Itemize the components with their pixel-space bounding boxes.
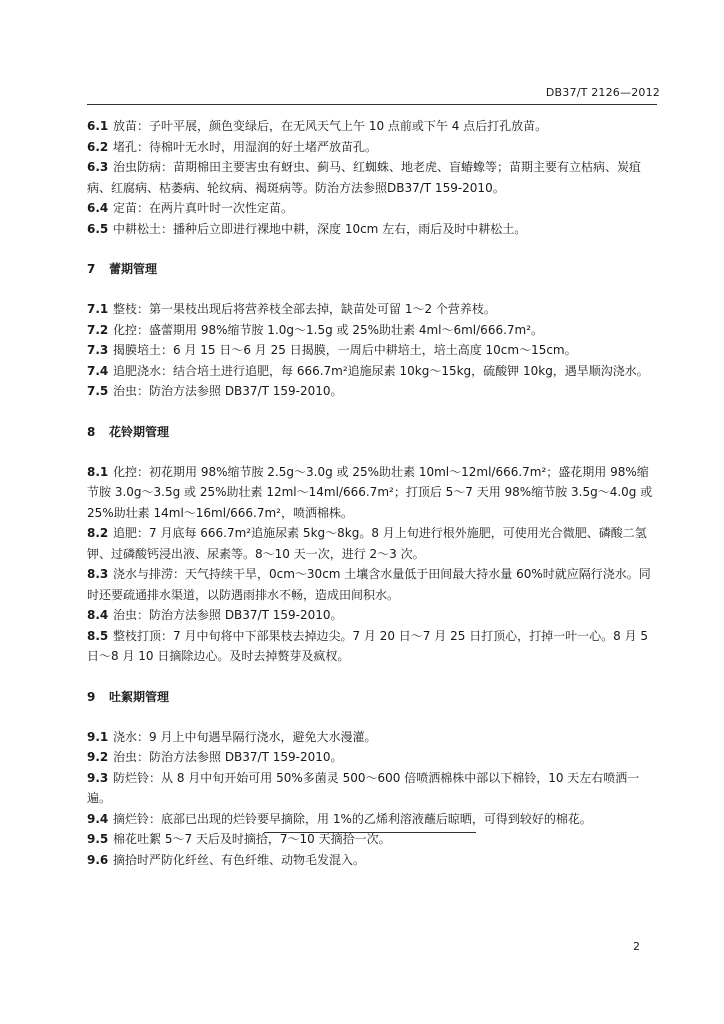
clause-item: [87, 747, 657, 768]
clause-text: 摘烂铃：底部已出现的烂铃要早摘除，用 1%的乙烯利溶液蘸后晾晒，可得到较好的棉花。: [113, 811, 592, 826]
clause-text: 治虫防病：苗期棉田主要害虫有蚜虫、蓟马、红蜘蛛、地老虎、盲蝽蟓等；苗期主要有立枯病、炭疽病、红腐病、枯萎病、轮纹病、褐斑病等。防治方法参照DB37/T 159-2010。: [87, 160, 642, 195]
clause-number: 6.3: [87, 160, 109, 174]
clause-item: [87, 768, 657, 809]
clause-text: 治虫：防治方法参照 DB37/T 159-2010。: [113, 750, 343, 764]
clause-number: 8.3: [87, 567, 109, 581]
clause-text: 追肥浇水：结合培土进行追肥，每 666.7m²追施尿素 10kg～15kg，硫酸钾 10kg，遇旱顺沟浇水。: [113, 363, 649, 378]
clause-text: 放苗：子叶平展，颜色变绿后，在无风天气上午 10 点前或下午 4 点后打孔放苗。: [113, 119, 548, 133]
clause-item: [87, 809, 657, 830]
clause-number: 6.5: [87, 221, 109, 236]
clause-number: 8.1: [87, 464, 109, 479]
clause-item: [87, 850, 657, 871]
page-number: 2: [633, 940, 640, 953]
clause-text: 定苗：在两片真叶时一次性定苗。: [113, 201, 294, 215]
section-title: 花铃期管理: [109, 424, 170, 439]
clause-item: [87, 523, 657, 564]
clause-text: 化控：初花期用 98%缩节胺 2.5g～3.0g 或 25%助壮素 10ml～12ml/666.7m²；盛花期用 98%缩节胺 3.0g～3.5g 或 25%助壮素 12ml～14ml/666.7m²；打顶后 5～7 天用 98%缩节胺 3.5g～4.0g 或 25%助壮素 14ml～16ml/666.7m²，喷洒棉株。: [87, 464, 653, 520]
section-number: 7: [87, 262, 96, 276]
clause-number: 7.5: [87, 384, 109, 398]
clause-item: [87, 626, 657, 667]
clause-item: [87, 564, 657, 605]
clause-text: 化控：盛蕾期用 98%缩节胺 1.0g～1.5g 或 25%助壮素 4ml～6ml/666.7m²。: [113, 322, 544, 337]
clause-number: 8.2: [87, 526, 109, 540]
clause-item: [87, 361, 657, 382]
clause-number: 9.4: [87, 811, 109, 826]
clause-text: 追肥：7 月底每 666.7m²追施尿素 5kg～8kg。8 月上旬进行根外施肥，可使用光合微肥、磷酸二氢钾、过磷酸钙浸出液、尿素等。8～10 天一次，进行 2～3 次。: [87, 526, 647, 561]
section-heading: [87, 687, 657, 707]
clause-item: [87, 340, 657, 361]
clause-text: 堵孔：待棉叶无水时，用湿润的好土堵严放苗孔。: [113, 139, 378, 154]
clause-item: [87, 462, 657, 524]
clause-number: 8.4: [87, 608, 109, 622]
clause-text: 浇水与排涝：天气持续干旱，0cm～30cm 土壤含水量低于田间最大持水量 60%时就应隔行浇水。同时还要疏通排水渠道，以防遇雨排水不畅，造成田间积水。: [87, 567, 651, 602]
clause-text: 防烂铃：从 8 月中旬开始可用 50%多菌灵 500～600 倍喷洒棉株中部以下棉铃，10 天左右喷洒一遍。: [87, 770, 640, 805]
clause-item: [87, 605, 657, 626]
clause-text: 整枝：第一果枝出现后将营养枝全部去掉，缺苗处可留 1～2 个营养枝。: [113, 302, 496, 316]
clause-number: 6.1: [87, 119, 109, 133]
clause-item: [87, 381, 657, 402]
clause-text: 治虫：防治方法参照 DB37/T 159-2010。: [113, 384, 343, 398]
clause-text: 整枝打顶：7 月中旬将中下部果枝去掉边尖。7 月 20 日～7 月 25 日打顶心，打掉一叶一心。8 月 5 日～8 月 10 日摘除边心。及时去掉赘芽及疯杈。: [87, 628, 649, 663]
clause-number: 7.4: [87, 363, 109, 378]
section-heading: [87, 259, 657, 279]
clause-text: 摘拾时严防化纤丝、有色纤维、动物毛发混入。: [113, 852, 366, 867]
section-number: 9: [87, 689, 96, 704]
section-heading: [87, 422, 657, 442]
clause-number: 7.2: [87, 322, 109, 337]
end-of-document-rule: [264, 832, 476, 833]
clause-number: 9.2: [87, 750, 109, 764]
clause-item: [87, 198, 657, 219]
clause-number: 9.6: [87, 852, 109, 867]
clause-item: [87, 219, 657, 240]
document-body: [87, 116, 657, 870]
clause-number: 9.5: [87, 832, 109, 846]
clause-text: 浇水：9 月上中旬遇旱隔行浇水，避免大水漫灌。: [113, 729, 377, 744]
clause-number: 8.5: [87, 628, 109, 643]
header-rule: [87, 104, 657, 105]
clause-item: [87, 320, 657, 341]
clause-item: [87, 727, 657, 748]
clause-item: [87, 137, 657, 158]
clause-number: 7.3: [87, 343, 109, 357]
clause-number: 9.1: [87, 729, 109, 744]
clause-text: 揭膜培土：6 月 15 日～6 月 25 日揭膜，一周后中耕培土，培土高度 10cm～15cm。: [113, 343, 577, 357]
clause-number: 6.4: [87, 201, 109, 215]
section-title: 蕾期管理: [109, 262, 158, 276]
section-title: 吐絮期管理: [109, 689, 170, 704]
clause-text: 棉花吐絮 5～7 天后及时摘拾，7～10 天摘拾一次。: [113, 832, 391, 846]
clause-item: [87, 157, 657, 198]
clause-item: [87, 116, 657, 137]
clause-number: 9.3: [87, 770, 109, 785]
clause-text: 中耕松土：播种后立即进行裸地中耕，深度 10cm 左右，雨后及时中耕松土。: [113, 221, 527, 236]
clause-text: 治虫：防治方法参照 DB37/T 159-2010。: [113, 608, 343, 622]
section-number: 8: [87, 424, 96, 439]
standard-code: DB37/T 2126—2012: [545, 86, 660, 99]
clause-number: 7.1: [87, 302, 109, 316]
clause-number: 6.2: [87, 139, 109, 154]
clause-item: [87, 299, 657, 320]
